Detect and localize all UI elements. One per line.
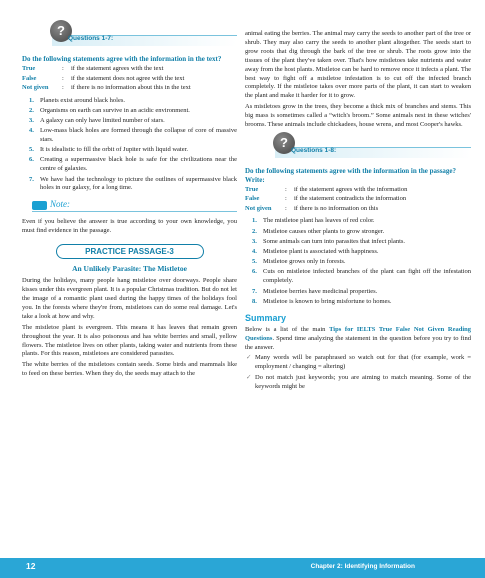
key-term: Not given (245, 204, 272, 212)
answer-key (22, 65, 237, 93)
item-text: Some animals can turn into parasites that infect plants. (263, 237, 406, 245)
question-icon: ? (273, 132, 295, 154)
key-row (22, 65, 237, 74)
key-colon: : (62, 84, 64, 91)
item-text: Mistletoe is known to bring misfortune to homes. (263, 297, 392, 305)
key-definition: if the statement does not agree with the text (71, 74, 185, 82)
key-term: False (245, 195, 260, 203)
item-number: 5. (29, 146, 34, 154)
list-item (29, 116, 237, 126)
key-definition: if the statement agrees with the information (294, 185, 408, 193)
paragraph: animal eating the berries. The animal may carry the seeds to another part of the tree or shrub. They may also carry the seeds to another plant altogether. The seeds start to grow roots that dig through the bark of the tree or shrub. The roots grow into the tissues of the plant they've taken over. That's how mistletoes take nutrients and water away from the host plants. Mistletoe can be hard to remove once it infects a plant. The best way to fight off a mistletoe infestation is to cut off the infected branch completely. If the mistletoe takes over more parts of the plant, it can start to weaken the plant and make it harder for it to grow. (245, 30, 471, 100)
item-text: Mistletoe causes other plants to grow stronger. (263, 227, 385, 235)
question-list (245, 217, 471, 306)
footer-bar (0, 558, 485, 578)
questions-title: Questions 1-8: (291, 146, 337, 154)
paragraph: The white berries of the mistletoes contain seeds. Some birds and mammals like to feed on these berries. When they do, the seeds may attach to the (22, 361, 237, 378)
item-number: 8. (252, 297, 257, 305)
note-label: Note: (50, 199, 70, 210)
item-number: 3. (29, 116, 34, 124)
list-item (252, 217, 471, 226)
list-item (29, 96, 237, 106)
tip-text: Do not match just keywords; you are aiming to match meaning. Some of the keywords might be (255, 374, 471, 391)
key-definition: if the statement agrees with the text (71, 65, 164, 72)
item-text: Cuts on mistletoe infected branches of the plant can fight off the infestation completely. (263, 268, 471, 285)
key-colon: : (62, 74, 64, 82)
item-number: 2. (252, 227, 257, 235)
key-colon: : (285, 204, 287, 212)
key-colon: : (62, 65, 64, 72)
instruction: Do the following statements agree with the information in the passage? Write: (245, 166, 457, 184)
key-term: False (22, 74, 37, 82)
paragraph: During the holidays, many people hang mistletoe over doorways. People share kisses under this evergreen plant. It is a popular Christmas tradition. But do not let the image of a romantic plant used during the happy times of the holidays fool you. In the forests where they're from, mistletoes can do some real damage. Let's take a look at how and why. (22, 277, 237, 320)
check-icon: ✓ (246, 374, 252, 382)
item-text: Mistletoe grows only in forests. (263, 258, 346, 266)
key-definition: if there is no information on this (294, 204, 379, 212)
list-item (29, 156, 237, 174)
key-term: Not given (22, 84, 49, 91)
item-number: 7. (29, 175, 34, 183)
summary-pre: Below is a list of the main (245, 325, 330, 333)
passage-continued (245, 30, 471, 130)
key-definition: if the statement contradicts the information (294, 195, 407, 203)
passage-badge: PRACTICE PASSAGE-3 (56, 244, 204, 259)
item-text: Organisms on earth can survive in an acidic environment. (40, 106, 190, 114)
list-item (252, 227, 471, 237)
right-column (245, 0, 471, 392)
instruction: Do the following statements agree with the information in the text? (22, 55, 222, 63)
tip-text: Many words will be paraphrased so watch out for that (for example, work = employment / changing = altering) (255, 354, 471, 371)
pencil-icon (32, 201, 47, 210)
summary-heading: Summary (245, 312, 287, 323)
item-number: 2. (29, 106, 34, 114)
tip-item (245, 374, 471, 392)
item-number: 4. (252, 248, 257, 256)
key-row (22, 75, 237, 84)
summary-post: . Spend time analyzing the statement in the question before you try to find the answer. (245, 334, 471, 351)
key-definition: if there is no information about this in the text (71, 84, 191, 91)
list-item (252, 248, 471, 257)
chapter-title: Chapter 2: Identifying Information (310, 563, 415, 570)
key-row (245, 205, 471, 214)
key-row (245, 186, 471, 195)
item-number: 6. (252, 268, 257, 276)
key-colon: : (285, 195, 287, 203)
item-text: Planets exist around black holes. (40, 96, 126, 104)
note-text: Even if you believe the answer is true according to your own knowledge, you must find evidence in the passage. (22, 218, 237, 235)
key-row (245, 195, 471, 204)
key-colon: : (285, 185, 287, 193)
item-text: Mistletoe berries have medicinal properties. (263, 287, 378, 295)
list-item (252, 287, 471, 297)
passage-body (22, 277, 237, 379)
item-text: Low-mass black holes are formed through the collapse of core of massive stars. (40, 127, 237, 144)
list-item (29, 106, 237, 116)
left-column (22, 0, 237, 381)
summary-text (245, 326, 471, 353)
item-number: 6. (29, 156, 34, 164)
list-item (252, 297, 471, 307)
note-header (22, 197, 237, 215)
list-item (29, 175, 237, 194)
questions-1-7-header (22, 23, 237, 52)
item-number: 3. (252, 237, 257, 245)
question-icon: ? (50, 20, 72, 42)
tip-item (245, 354, 471, 372)
paragraph: As mistletoes grow in the trees, they become a thick mix of branches and stems. This big mass is sometimes called a “witch's broom.” Some animals nest in these witches' brooms. These animals include chickadees, house wrens, and most Cooper's hawks. (245, 103, 471, 129)
paragraph: The mistletoe plant is evergreen. This means it has leaves that remain green throughout the year. It is also poisonous and has white berries and small, yellow flowers. The mistletoe lives on other plants, taking water and nutrients from these plants. For this reason, mistletoes are considered parasites. (22, 323, 237, 358)
passage-title: An Unlikely Parasite: The Mistletoe (72, 264, 187, 274)
item-text: A galaxy can only have limited number of stars. (40, 116, 165, 124)
key-row (22, 84, 237, 93)
list-item (252, 258, 471, 267)
item-number: 1. (252, 217, 257, 225)
item-text: The mistletoe plant has leaves of red color. (263, 217, 375, 225)
item-number: 4. (29, 127, 34, 135)
list-item (252, 268, 471, 286)
item-text: It is idealistic to fill the orbit of Jupiter with liquid water. (40, 146, 189, 154)
key-term: True (245, 185, 259, 193)
key-term: True (22, 65, 36, 72)
questions-title: Questions 1-7: (68, 35, 114, 42)
list-item (252, 237, 471, 247)
answer-key (245, 186, 471, 214)
item-number: 7. (252, 287, 257, 295)
question-list (22, 97, 237, 194)
divider (32, 211, 237, 212)
questions-1-8-header (245, 134, 471, 164)
check-icon: ✓ (246, 354, 252, 362)
list-item (29, 127, 237, 145)
list-item (29, 146, 237, 155)
item-number: 1. (29, 96, 34, 104)
item-number: 5. (252, 258, 257, 266)
item-text: Creating a supermassive black hole is safe for the civilizations near the centre of galaxies. (40, 156, 237, 173)
tips-list (245, 354, 471, 392)
item-text: We have had the technology to picture the outlines of supermassive black holes in our galaxy, for a long time. (40, 175, 237, 192)
summary-highlight: Tips for IELTS True False Not Given Reading Questions (245, 325, 471, 342)
page-number: 12 (26, 561, 36, 571)
item-text: Mistletoe plant is associated with happiness. (263, 248, 379, 256)
